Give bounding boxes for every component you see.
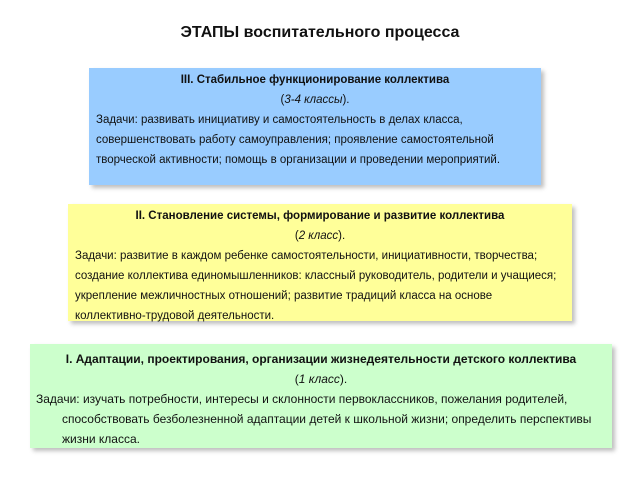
stage-1-box [30, 344, 612, 448]
stage-3-grade: (3-4 классы). [280, 94, 350, 106]
stage-2-tasks: Задачи: развитие в каждом ребенке самостоятельности, инициативности, творчества; создание коллектива единомышленников: классный руководитель, родители и учащиеся; укрепление межличностных отношений; развитие традиций класса на основе коллективно-трудовой деятельности. [75, 250, 557, 322]
stage-3-grade-value: 3-4 классы [284, 94, 343, 106]
stage-2-grade: (2 класс). [294, 230, 346, 242]
page-title: ЭТАПЫ воспитательного процесса [180, 24, 460, 41]
stage-2-grade-value: 2 класс [298, 230, 339, 242]
stage-1-tasks: Задачи: изучать потребности, интересы и склонности первоклассников, пожелания родителей, способствовать безболезненной адаптации детей к школьной жизни; определить перспективы жизни класса. [36, 392, 592, 446]
stage-3-box [89, 68, 541, 185]
stage-3-heading: III. Стабильное функционирование коллектива [180, 74, 450, 86]
stage-1-heading: I. Адаптации, проектирования, организации жизнедеятельности детского коллектива [65, 352, 577, 366]
stage-2-box [68, 204, 572, 321]
stage-1-grade: (1 класс). [294, 372, 348, 386]
stage-2-heading: II. Становление системы, формирование и развитие коллектива [135, 210, 505, 222]
stage-3-tasks: Задачи: развивать инициативу и самостоятельность в делах класса, совершенствовать работу самоуправления; проявление самостоятельной творческой активности; помощь в организации и проведении мероприятий. [96, 114, 501, 166]
stage-1-grade-value: 1 класс [298, 372, 340, 386]
